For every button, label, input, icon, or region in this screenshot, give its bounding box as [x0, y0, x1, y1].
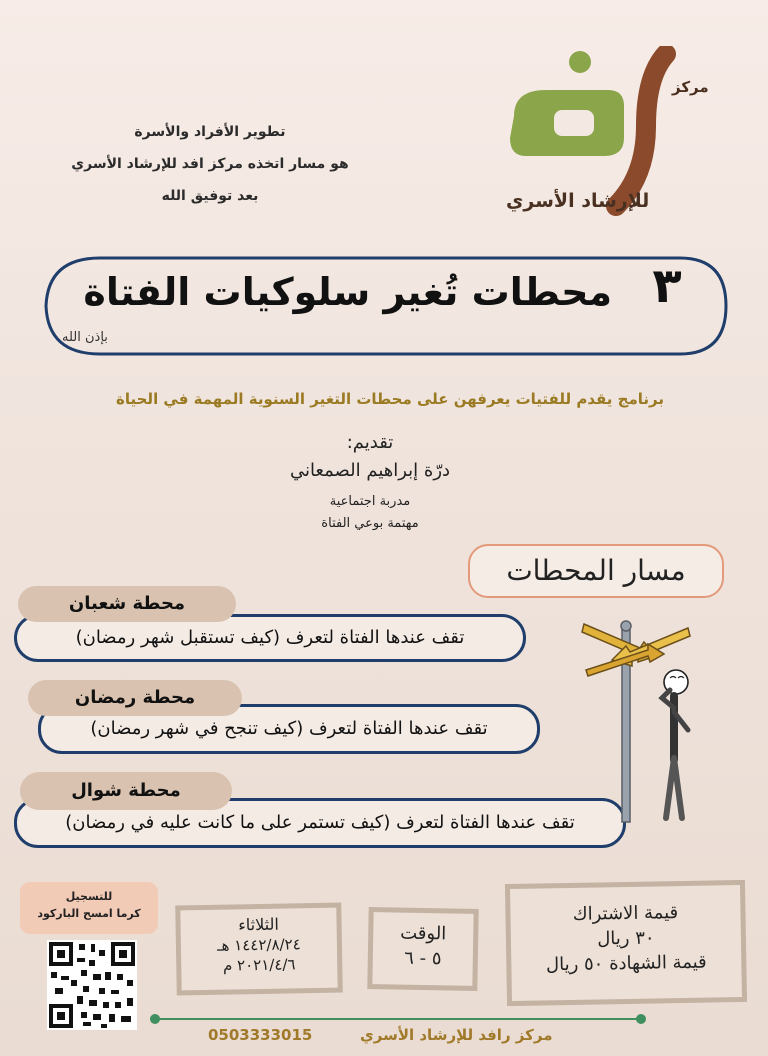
intro-line-1: تطوير الأفراد والأسرة [134, 124, 286, 140]
program-tagline: برنامج يقدم للفتيات يعرفهن على محطات التغير السنوية المهمة في الحياة [116, 390, 664, 408]
subscription-box [505, 880, 747, 1006]
presenter-role-1: مدربة اجتماعية [329, 494, 411, 509]
date-box [175, 903, 343, 996]
registration-box [20, 882, 158, 934]
station-shaaban-description: تقف عندها الفتاة لتعرف (كيف تستقبل شهر رمضان) [14, 614, 526, 662]
presenter-label: تقديم: [346, 432, 394, 453]
subscription-price: ٣٠ ريال [597, 927, 655, 950]
subscription-title: قيمة الاشتراك [572, 902, 679, 925]
title-number: ٣ [652, 258, 682, 314]
intro-line-3: بعد توفيق الله [161, 188, 259, 204]
certificate-price: قيمة الشهادة ٥٠ ريال [545, 951, 707, 976]
logo-tagline: للإرشاد الأسري [506, 190, 650, 212]
footer-divider-dot-right [636, 1014, 646, 1024]
station-shawwal-name: محطة شوال [20, 772, 232, 810]
presenter-role-2: مهتمة بوعي الفتاة [321, 516, 419, 531]
date-gregorian: ٢٠٢١/٤/٦ م [222, 955, 296, 975]
title-subtitle: بإذن الله [62, 330, 108, 345]
registration-line-2: كرما امسح الباركود [37, 907, 141, 920]
qr-code[interactable] [47, 940, 137, 1030]
date-day: الثلاثاء [238, 914, 280, 935]
station-shaaban-name: محطة شعبان [18, 586, 236, 622]
stations-header: مسار المحطات [468, 544, 724, 598]
footer-center-name: مركز رافد للإرشاد الأسري [360, 1026, 553, 1044]
intro-line-2: هو مسار اتخذه مركز افد للإرشاد الأسري [71, 156, 349, 172]
station-ramadan-description: تقف عندها الفتاة لتعرف (كيف تنجح في شهر رمضان) [38, 704, 540, 754]
footer-divider [154, 1018, 644, 1020]
logo-top-word: مركز [672, 78, 709, 96]
page-title: محطات تُغير سلوكيات الفتاة [83, 270, 612, 314]
time-value: ٥ - ٦ [403, 947, 442, 970]
date-hijri: ١٤٤٢/٨/٢٤ هـ [216, 935, 301, 955]
signpost-illustration [578, 612, 698, 828]
footer-divider-dot-left [150, 1014, 160, 1024]
time-label: الوقت [400, 922, 447, 945]
presenter-name: درّة إبراهيم الصمعاني [289, 460, 451, 481]
station-ramadan-name: محطة رمضان [28, 680, 242, 716]
footer-phone[interactable]: 0503333015 [208, 1026, 313, 1044]
time-box [367, 907, 478, 991]
station-shawwal-description: تقف عندها الفتاة لتعرف (كيف تستمر على ما كانت عليه في رمضان) [14, 798, 626, 848]
registration-line-1: للتسجيل [65, 890, 113, 903]
